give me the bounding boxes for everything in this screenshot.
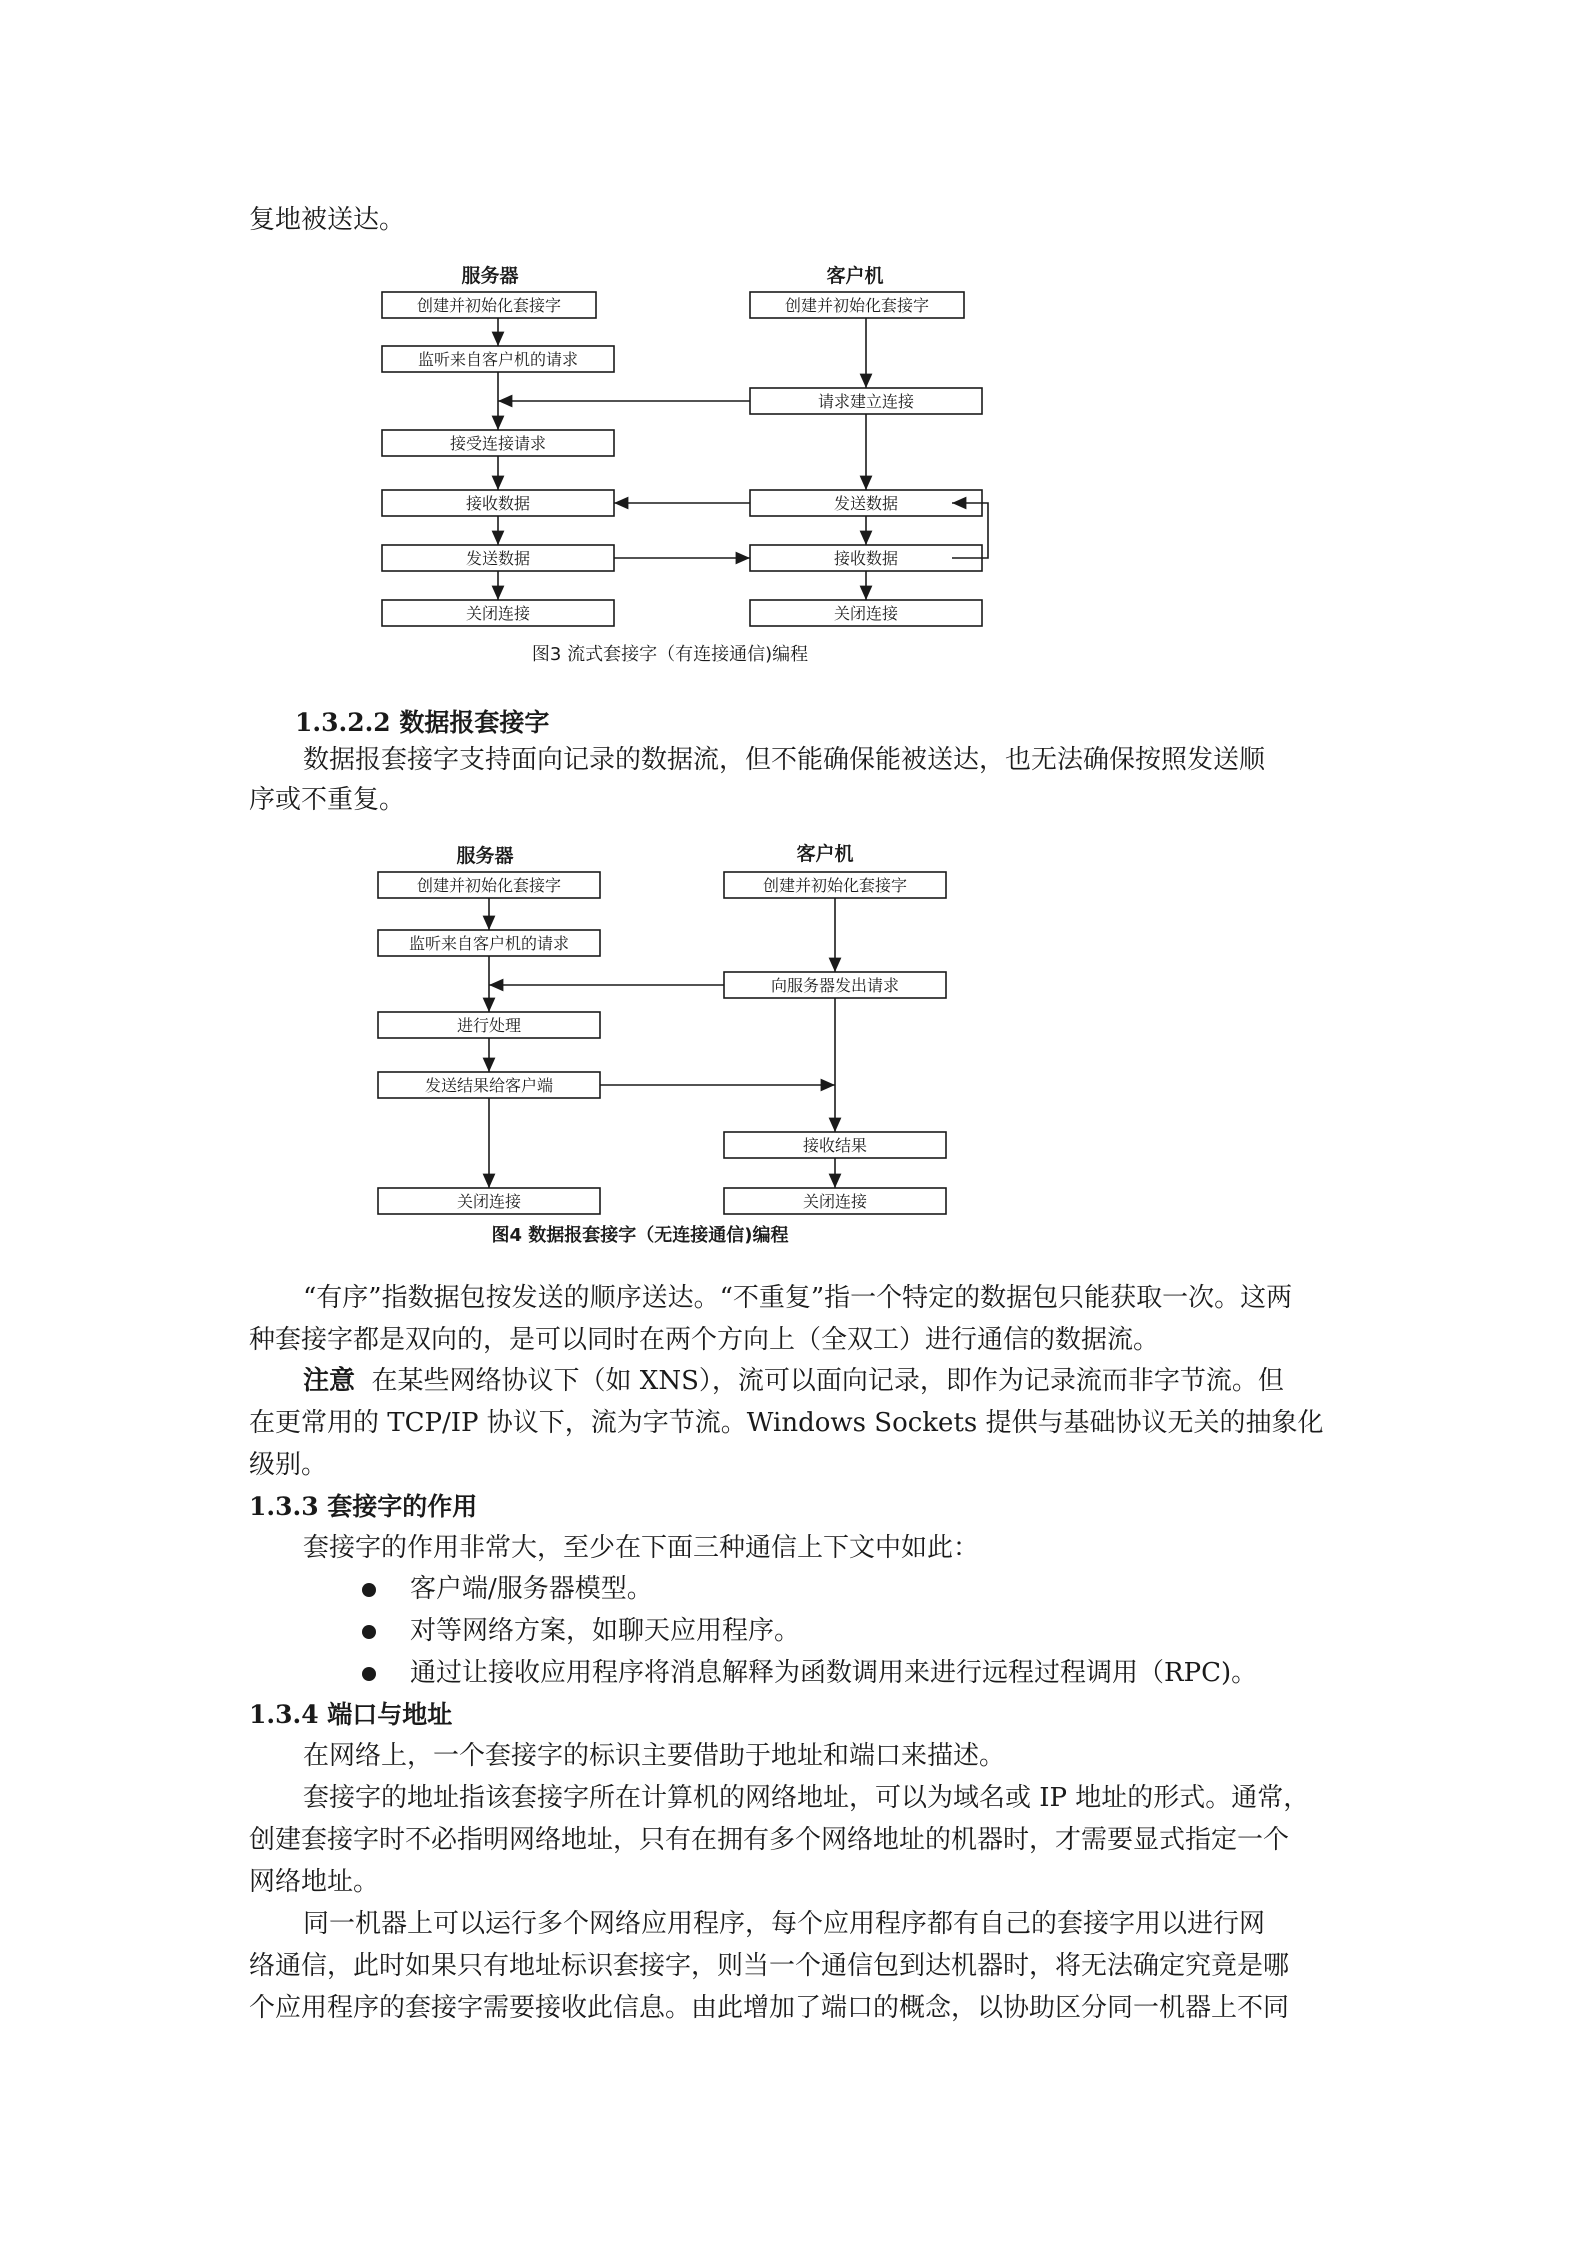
svg-text:进行处理: 进行处理 <box>456 1016 522 1035</box>
svg-text:监听来自客户机的请求: 监听来自客户机的请求 <box>417 350 579 369</box>
svg-text:接收结果: 接收结果 <box>802 1136 868 1155</box>
fig3-server-box <box>382 600 614 626</box>
para-order-line: 种套接字都是双向的，是可以同时在两个方向上（全双工）进行通信的数据流。 <box>249 1325 1160 1355</box>
fig4-server-box <box>378 1188 600 1214</box>
section-1322-para-line: 数据报套接字支持面向记录的数据流，但不能确保能被送达，也无法确保按照发送顺 <box>303 745 1266 775</box>
bullet-dot <box>362 1667 376 1681</box>
svg-text:向服务器发出请求: 向服务器发出请求 <box>770 976 900 995</box>
figure-3-stream-socket-diagram <box>370 262 1010 672</box>
para-order-line: “有序”指数据包按发送的顺序送达。“不重复”指一个特定的数据包只能获取一次。这两 <box>303 1283 1293 1313</box>
fig4-client-box <box>724 872 946 898</box>
fig3-server-box <box>382 490 614 516</box>
svg-text:关闭连接: 关闭连接 <box>802 1192 868 1211</box>
section-134-p3-line: 同一机器上可以运行多个网络应用程序，每个应用程序都有自己的套接字用以进行网 <box>303 1909 1266 1939</box>
fig4-caption: 图4 数据报套接字（无连接通信)编程 <box>491 1225 789 1246</box>
section-133-intro: 套接字的作用非常大，至少在下面三种通信上下文中如此： <box>303 1533 980 1563</box>
fig3-server-title: 服务器 <box>461 265 519 287</box>
note-line: 级别。 <box>249 1450 328 1480</box>
note-text: 在某些网络协议下（如 XNS），流可以面向记录，即作为记录流而非字节流。但 <box>371 1366 1284 1396</box>
section-134-p1: 在网络上，一个套接字的标识主要借助于地址和端口来描述。 <box>303 1741 1006 1771</box>
bullet-dot <box>362 1583 376 1597</box>
section-1322-heading: 1.3.2.2 数据报套接字 <box>295 708 550 737</box>
fig4-server-box <box>378 1072 600 1098</box>
fig4-server-box <box>378 1012 600 1038</box>
section-134-heading: 1.3.4 端口与地址 <box>249 1700 453 1729</box>
section-134-p2-line: 网络地址。 <box>249 1867 380 1897</box>
section-134-p2-line: 套接字的地址指该套接字所在计算机的网络地址，可以为域名或 IP 地址的形式。通常， <box>303 1783 1310 1813</box>
fig3-client-box <box>750 600 982 626</box>
svg-text:请求建立连接: 请求建立连接 <box>817 392 915 411</box>
fig4-server-box <box>378 930 600 956</box>
fig3-server-box <box>382 292 596 318</box>
fig4-client-box <box>724 972 946 998</box>
fig4-server-box <box>378 872 600 898</box>
svg-text:接收数据: 接收数据 <box>465 494 531 513</box>
fig3-client-box <box>750 388 982 414</box>
fig3-server-box <box>382 346 614 372</box>
svg-text:发送数据: 发送数据 <box>465 549 531 568</box>
svg-text:关闭连接: 关闭连接 <box>456 1192 522 1211</box>
note-line-1 <box>303 1366 1284 1396</box>
fig3-client-box <box>750 490 982 516</box>
svg-text:创建并初始化套接字: 创建并初始化套接字 <box>784 296 930 315</box>
svg-text:发送结果给客户端: 发送结果给客户端 <box>424 1076 554 1095</box>
bullet-item: 对等网络方案，如聊天应用程序。 <box>410 1616 801 1646</box>
section-134-p3-line: 个应用程序的套接字需要接收此信息。由此增加了端口的概念，以协助区分同一机器上不同 <box>249 1993 1290 2023</box>
svg-text:接受连接请求: 接受连接请求 <box>449 434 547 453</box>
figure-4-datagram-socket-diagram <box>370 842 980 1252</box>
fig4-server-title: 服务器 <box>456 845 514 867</box>
fig4-client-title: 客户机 <box>796 843 854 865</box>
section-134-p2-line: 创建套接字时不必指明网络地址，只有在拥有多个网络地址的机器时，才需要显式指定一个 <box>249 1825 1290 1855</box>
note-line: 在更常用的 TCP/IP 协议下，流为字节流。Windows Sockets 提供与基础协议无关的抽象化 <box>249 1408 1324 1438</box>
fig3-client-box <box>750 292 964 318</box>
fig3-caption: 图3 流式套接字（有连接通信)编程 <box>531 644 809 665</box>
svg-text:创建并初始化套接字: 创建并初始化套接字 <box>416 296 562 315</box>
fig4-client-box <box>724 1188 946 1214</box>
svg-text:关闭连接: 关闭连接 <box>465 604 531 623</box>
bullet-item: 客户端/服务器模型。 <box>410 1574 653 1604</box>
bullet-item: 通过让接收应用程序将消息解释为函数调用来进行远程过程调用（RPC)。 <box>410 1658 1258 1688</box>
fig4-client-box <box>724 1132 946 1158</box>
svg-text:创建并初始化套接字: 创建并初始化套接字 <box>416 876 562 895</box>
section-1322-para-line: 序或不重复。 <box>249 785 406 815</box>
fig3-server-box <box>382 430 614 456</box>
section-134-p3-line: 络通信，此时如果只有地址标识套接字，则当一个通信包到达机器时，将无法确定究竟是哪 <box>249 1951 1290 1981</box>
fig3-server-box <box>382 545 614 571</box>
svg-text:关闭连接: 关闭连接 <box>833 604 899 623</box>
bullet-dot <box>362 1625 376 1639</box>
top-text: 复地被送达。 <box>249 205 406 235</box>
section-133-heading: 1.3.3 套接字的作用 <box>249 1492 478 1521</box>
svg-text:发送数据: 发送数据 <box>833 494 899 513</box>
fig3-client-box <box>750 545 982 571</box>
svg-text:接收数据: 接收数据 <box>833 549 899 568</box>
svg-text:监听来自客户机的请求: 监听来自客户机的请求 <box>408 934 570 953</box>
note-label: 注意 <box>303 1366 356 1396</box>
svg-text:创建并初始化套接字: 创建并初始化套接字 <box>762 876 908 895</box>
fig3-client-title: 客户机 <box>826 265 884 287</box>
